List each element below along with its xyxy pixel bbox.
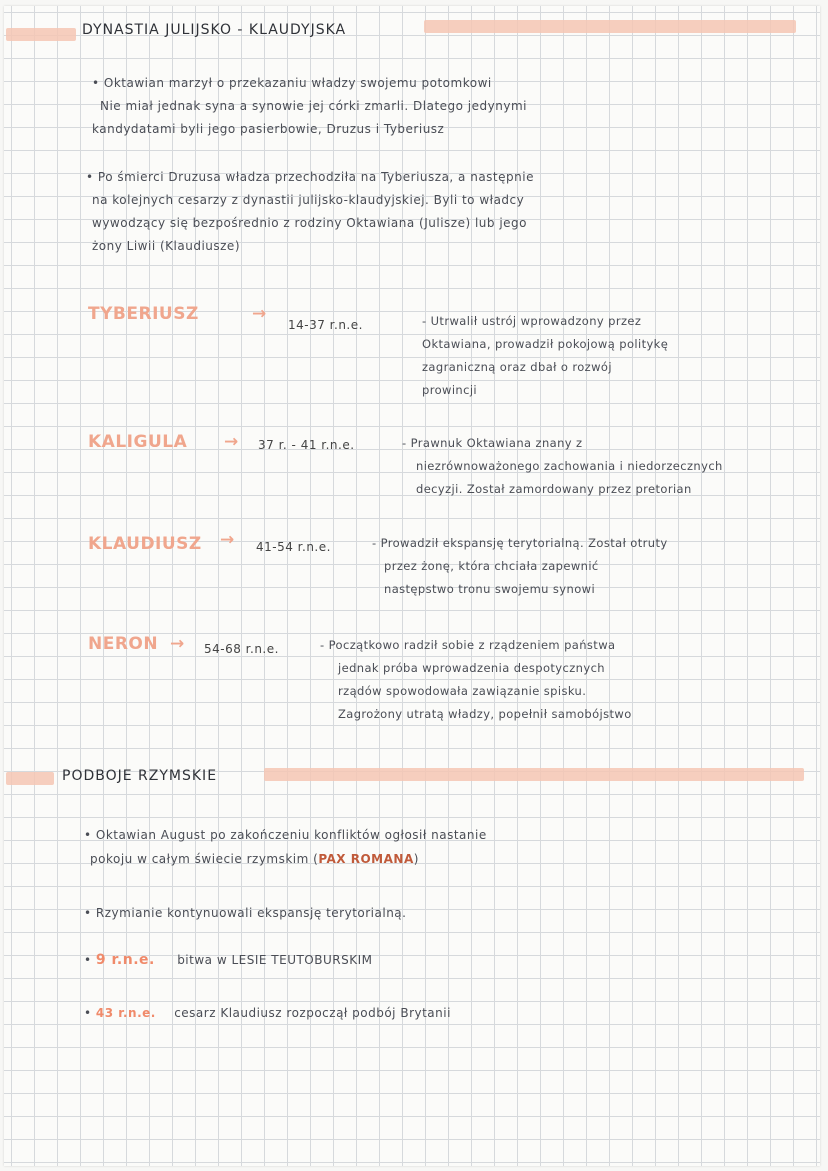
- conquest-bullet3-text: bitwa w LESIE TEUTOBURSKIM: [177, 953, 373, 967]
- title-highlight-left: [6, 28, 76, 41]
- ruler-name-kaligula: KALIGULA: [88, 432, 188, 452]
- ruler-name-klaudiusz: KLAUDIUSZ: [88, 534, 202, 554]
- ruler-dates-kaligula: 37 r. - 41 r.n.e.: [258, 438, 355, 452]
- ruler-desc-line: - Utrwalił ustrój wprowadzony przez: [422, 314, 642, 328]
- ruler-dates-klaudiusz: 41-54 r.n.e.: [256, 540, 331, 554]
- conquest-bullet3: [84, 952, 372, 968]
- intro-bullet2-line1: • Po śmierci Druzusa władza przechodziła na Tyberiusza, a następnie: [86, 170, 534, 184]
- section2-highlight-right: [264, 768, 804, 781]
- ruler-desc-line: zagraniczną oraz dbał o rozwój: [422, 360, 612, 374]
- ruler-desc-neron: [320, 634, 632, 726]
- ruler-arrow-klaudiusz: →: [220, 530, 235, 550]
- conquest-bullet4: [84, 1006, 451, 1020]
- ruler-desc-line: Oktawiana, prowadził pokojową politykę: [422, 337, 669, 351]
- notebook-page: [4, 6, 820, 1166]
- ruler-desc-line: jednak próba wprowadzenia despotycznych: [338, 661, 605, 675]
- ruler-arrow-neron: →: [170, 634, 185, 654]
- conquest-bullet4-text: cesarz Klaudiusz rozpoczął podbój Brytanii: [174, 1006, 451, 1020]
- intro-bullet1-line1: • Oktawian marzył o przekazaniu władzy swojemu potomkowi: [92, 76, 492, 90]
- ruler-desc-line: - Prowadził ekspansję terytorialną. Został otruty: [372, 536, 668, 550]
- ruler-name-neron: NERON: [88, 634, 159, 654]
- ruler-arrow-tyberiusz: →: [252, 304, 267, 324]
- ruler-desc-line: decyzji. Został zamordowany przez pretorian: [416, 482, 692, 496]
- ruler-dates-neron: 54-68 r.n.e.: [204, 642, 279, 656]
- ruler-desc-line: rządów spowodowała zawiązanie spisku.: [338, 684, 587, 698]
- ruler-desc-line: niezrównoważonego zachowania i niedorzecznych: [416, 459, 723, 473]
- conquest-year-9: 9 r.n.e.: [95, 952, 155, 968]
- ruler-desc-line: Zagrożony utratą władzy, popełnił samobójstwo: [338, 707, 632, 721]
- pax-romana-label: PAX ROMANA: [318, 852, 414, 866]
- ruler-dates-tyberiusz: 14-37 r.n.e.: [288, 318, 363, 332]
- ruler-desc-kaligula: [402, 432, 723, 501]
- conquest-bullet1-line1: • Oktawian August po zakończeniu konfliktów ogłosił nastanie: [84, 828, 487, 842]
- intro-bullet2-line2: na kolejnych cesarzy z dynastii julijsko-klaudyjskiej. Byli to władcy: [92, 193, 525, 207]
- section2-title: PODBOJE RZYMSKIE: [62, 768, 218, 784]
- conquest-bullet3-dot: •: [84, 953, 96, 967]
- conquest-bullet1-line2: [90, 852, 419, 866]
- section2-highlight-left: [6, 772, 54, 785]
- conquest-year-43: 43 r.n.e.: [95, 1006, 156, 1020]
- conquest-bullet1-text: pokoju w całym świecie rzymskim (: [90, 852, 319, 866]
- ruler-desc-line: - Początkowo radził sobie z rządzeniem państwa: [320, 638, 616, 652]
- ruler-name-tyberiusz: TYBERIUSZ: [88, 304, 199, 324]
- ruler-desc-tyberiusz: [422, 310, 668, 402]
- intro-bullet2-line3: wywodzący się bezpośrednio z rodziny Oktawiana (Julisze) lub jego: [92, 216, 528, 230]
- ruler-arrow-kaligula: →: [224, 432, 239, 452]
- ruler-desc-line: prowincji: [422, 383, 478, 397]
- page-title: DYNASTIA JULIJSKO - KLAUDYJSKA: [82, 22, 347, 38]
- conquest-bullet2: • Rzymianie kontynuowali ekspansję terytorialną.: [84, 906, 407, 920]
- title-highlight-right: [424, 20, 796, 33]
- intro-bullet1-line3: kandydatami byli jego pasierbowie, Druzus i Tyberiusz: [92, 122, 445, 136]
- intro-bullet2-line4: żony Liwii (Klaudiusze): [92, 239, 240, 253]
- conquest-bullet4-dot: •: [84, 1006, 96, 1020]
- ruler-desc-klaudiusz: [372, 532, 668, 601]
- conquest-bullet1-close: ): [413, 852, 419, 866]
- intro-bullet1-line2: Nie miał jednak syna a synowie jej córki zmarli. Dlatego jedynymi: [100, 99, 527, 113]
- ruler-desc-line: - Prawnuk Oktawiana znany z: [402, 436, 583, 450]
- ruler-desc-line: następstwo tronu swojemu synowi: [384, 582, 596, 596]
- ruler-desc-line: przez żonę, która chciała zapewnić: [384, 559, 599, 573]
